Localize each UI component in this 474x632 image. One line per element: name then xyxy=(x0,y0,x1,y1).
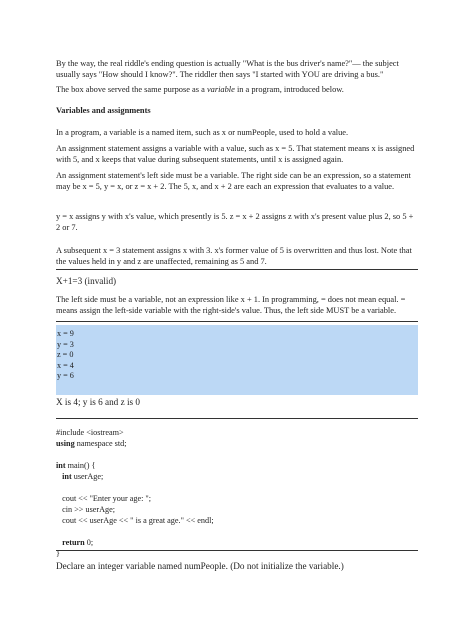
divider xyxy=(56,418,418,419)
keyword-int: int xyxy=(56,461,66,470)
intro-emphasis: variable xyxy=(206,85,235,94)
intro-text-after: in a program, introduced below. xyxy=(234,85,344,94)
code-line: x = 9 xyxy=(57,329,74,338)
code-using: namespace std; xyxy=(74,439,127,448)
left-side-paragraph: An assignment statement's left side must be a variable. The right side can be an expression, so a statement may be x = 5, y = x, or z = x + 2. The 5, x, and x + 2 are each an expression that evaluates to a value. xyxy=(56,171,411,191)
code-cin: cin >> userAge; xyxy=(62,505,116,514)
result-text: X is 4; y is 6 and z is 0 xyxy=(56,397,140,407)
invalid-example: X+1=3 (invalid) xyxy=(56,276,117,286)
code-line: x = 4 xyxy=(57,360,74,370)
keyword-return: return xyxy=(62,538,85,547)
divider xyxy=(56,321,418,322)
highlighted-code-block xyxy=(56,325,418,395)
code-declaration: userAge; xyxy=(71,472,104,481)
variable-intro-paragraph xyxy=(56,84,418,95)
riddle-paragraph: By the way, the real riddle's ending question is actually "What is the bus driver's name?"— the subject usually says "How should I know?". The riddler then says "I started with YOU are driving a bus." xyxy=(56,59,399,79)
code-line: y = 3 xyxy=(57,339,74,349)
variable-definition-paragraph: In a program, a variable is a named item, such as x or numPeople, used to hold a value. xyxy=(56,128,349,137)
code-return: 0; xyxy=(84,538,94,547)
keyword-int: int xyxy=(62,472,72,481)
subsequent-assignment-paragraph: A subsequent x = 3 statement assigns x with 3. x's former value of 5 is overwritten and thus lost. Note that the values held in y and z are unaffected, remaining as 5 and 7. xyxy=(56,246,412,266)
code-close-brace: } xyxy=(56,549,60,558)
y-equals-x-paragraph: y = x assigns y with x's value, which presently is 5. z = x + 2 assigns z with x's present value plus 2, so 5 + 2 or 7. xyxy=(56,212,414,232)
keyword-using: using xyxy=(56,439,75,448)
assignment-paragraph: An assignment statement assigns a variable with a value, such as x = 5. That statement means x is assigned with 5, and x keeps that value during subsequent statements, until x is assigned again. xyxy=(56,144,415,164)
intro-text-before: The box above served the same purpose as a xyxy=(56,85,207,94)
exercise-prompt: Declare an integer variable named numPeople. (Do not initialize the variable.) xyxy=(56,561,344,571)
code-include: #include <iostream> xyxy=(56,428,124,437)
equals-meaning-paragraph: The left side must be a variable, not an expression like x + 1. In programming, = does not mean equal. = means assign the left-side variable with the right-side's value. Thus, the left side MUST be a variable. xyxy=(56,295,406,315)
code-main: main() { xyxy=(65,461,96,470)
divider xyxy=(56,550,418,551)
code-line: z = 0 xyxy=(57,350,74,360)
code-cout-prompt: cout << "Enter your age: "; xyxy=(62,494,152,503)
code-line: y = 6 xyxy=(57,371,74,381)
code-cout-output: cout << userAge << " is a great age." << endl; xyxy=(62,516,214,525)
section-heading: Variables and assignments xyxy=(56,106,151,115)
code-listing xyxy=(56,427,418,559)
divider xyxy=(56,269,418,270)
